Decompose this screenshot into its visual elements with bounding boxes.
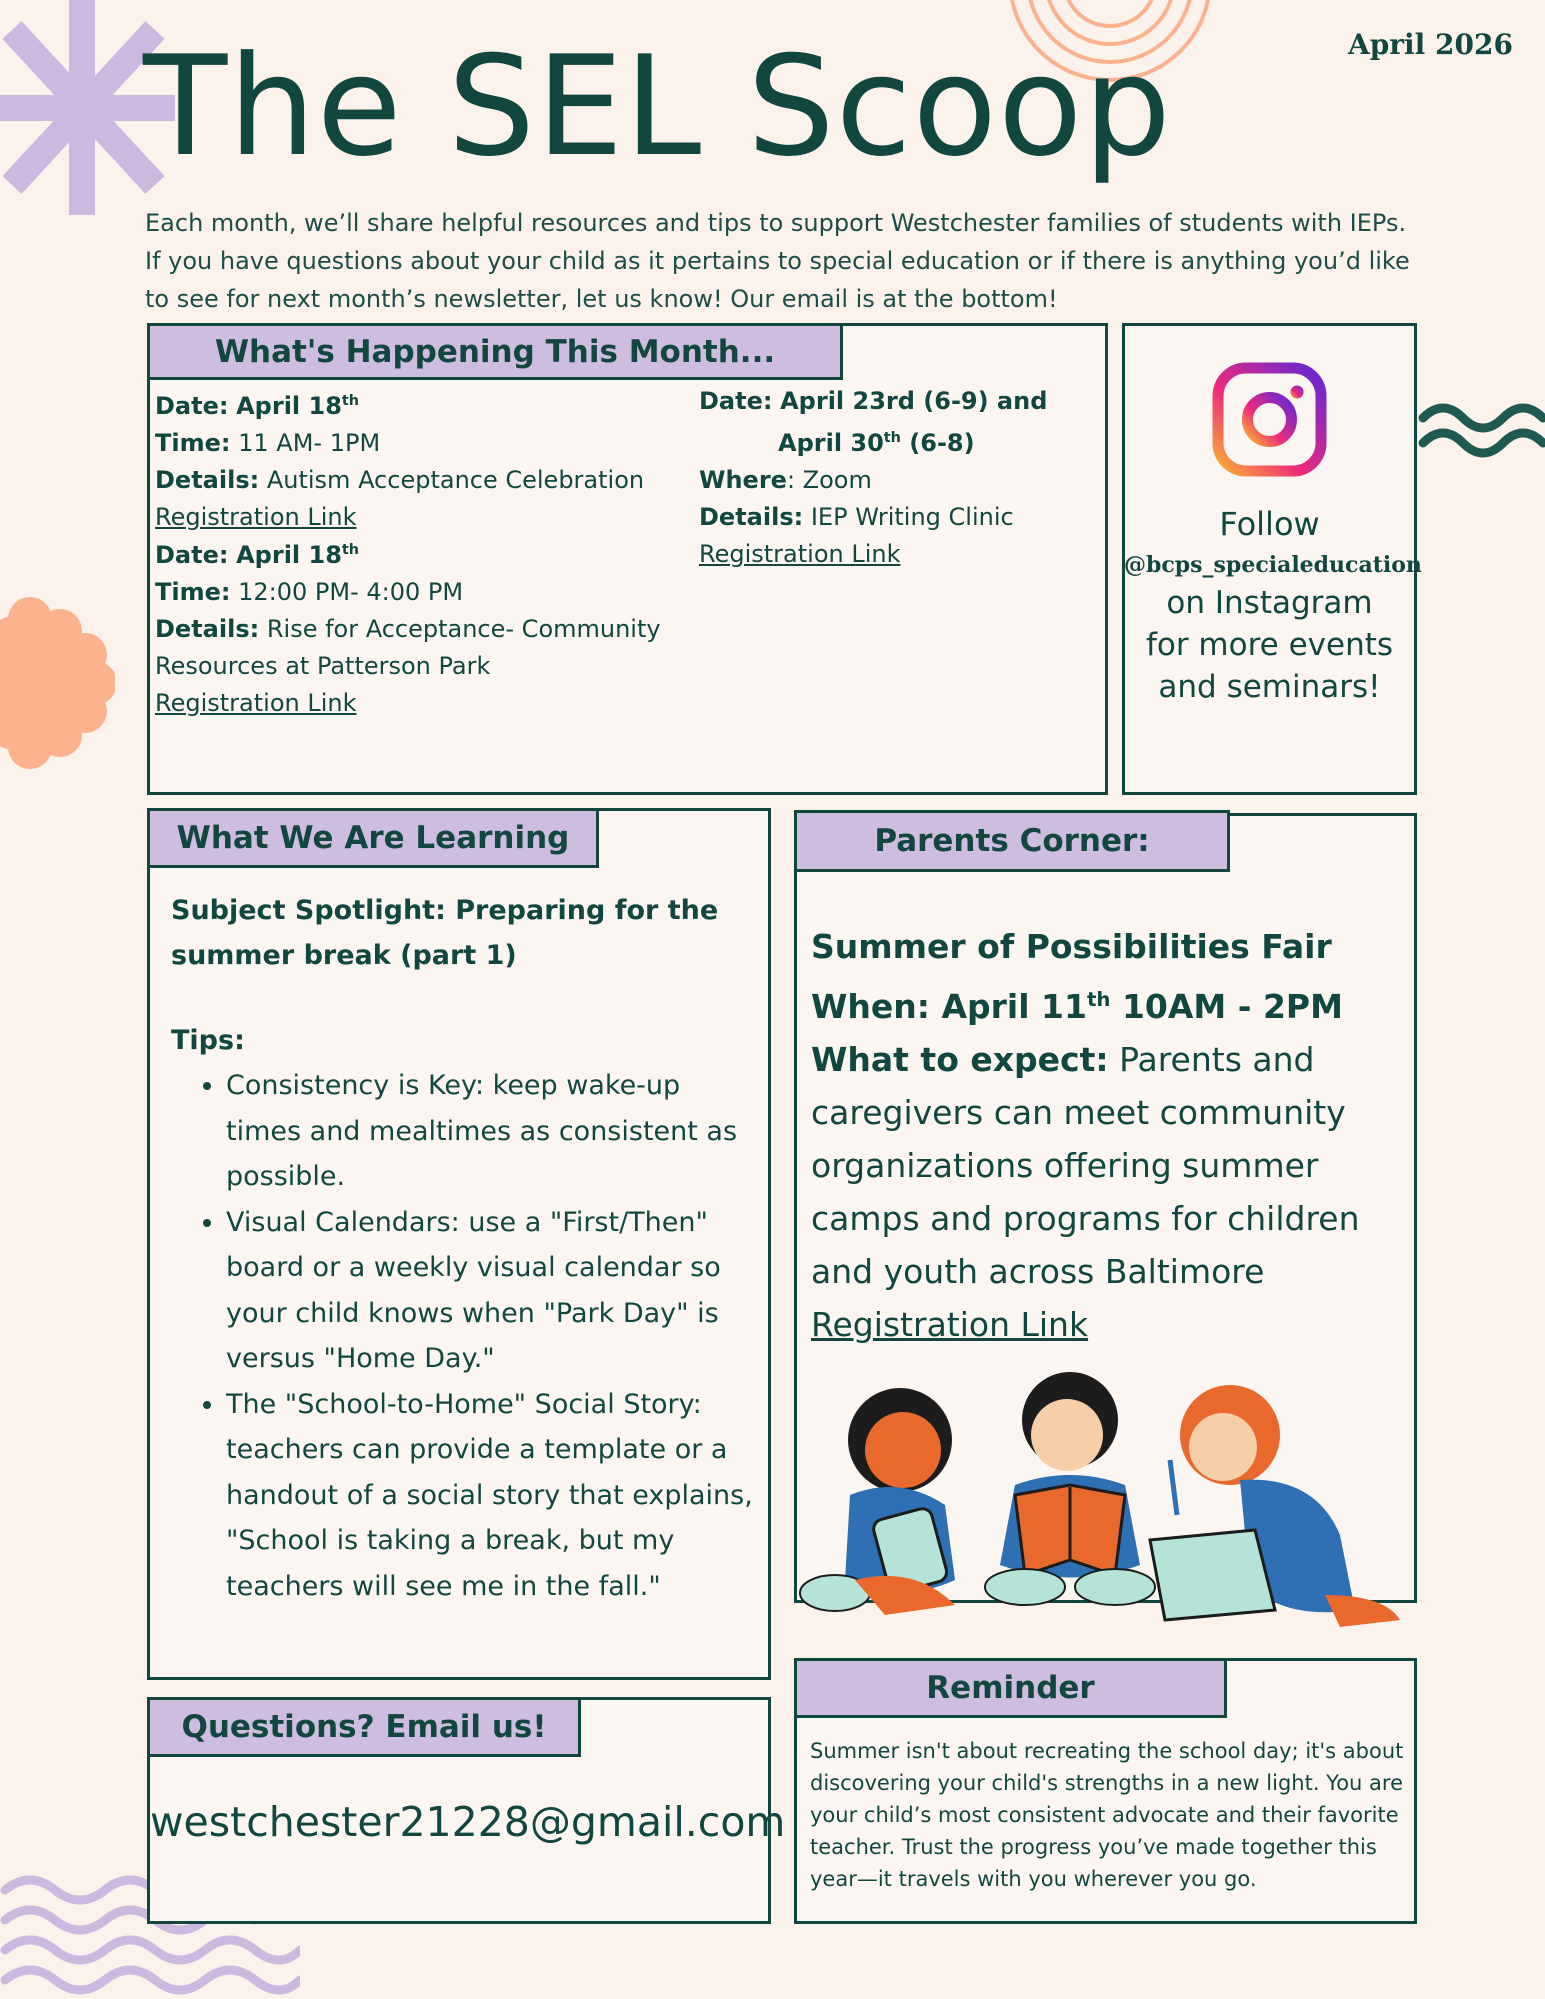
event-2-time: 12:00 PM- 4:00 PM <box>238 578 464 606</box>
events-heading: What's Happening This Month... <box>147 323 843 380</box>
instagram-handle[interactable]: @bcps_specialeducation <box>1124 552 1422 578</box>
instagram-text <box>1124 500 1422 708</box>
event-2-details: Rise for Acceptance- Community Resources at Patterson Park <box>155 615 661 680</box>
event-3-date-line2b: (6-8) <box>900 429 975 457</box>
intro-paragraph: Each month, we’ll share helpful resources and tips to support Westchester families of students with IEPs. If you have questions about your child as it pertains to special education or if there is anything you’d like to see for next month’s newsletter, let us know! Our email is at the bottom! <box>145 209 1410 313</box>
issue-date: April 2026 <box>1347 28 1513 61</box>
fair-time: 10AM - 2PM <box>1110 987 1343 1026</box>
event-3-where: : Zoom <box>786 466 872 494</box>
details-label: Details: <box>155 615 260 643</box>
fair-title: Summer of Possibilities Fair <box>811 927 1332 966</box>
event-2-date: April 18 <box>236 541 342 569</box>
fair-when: When: April 11 <box>811 987 1087 1026</box>
event-2-date-suffix: th <box>341 542 360 558</box>
event-1-details: Autism Acceptance Celebration <box>266 466 645 494</box>
event-3-date-line1: April 23rd (6-9) and <box>780 387 1048 415</box>
event-3-date-line2a: April 30 <box>778 429 884 457</box>
event-3-details: IEP Writing Clinic <box>810 503 1014 531</box>
event-3 <box>699 383 1099 573</box>
date-label: Date: <box>155 392 229 420</box>
details-label: Details: <box>155 466 260 494</box>
peach-flower-decoration <box>0 595 115 770</box>
event-1-time: 11 AM- 1PM <box>238 429 381 457</box>
learning-content <box>171 888 756 1609</box>
fair-when-suffix: th <box>1086 988 1111 1011</box>
tips-label: Tips: <box>171 1025 245 1056</box>
children-reading-illustration <box>795 1365 1415 1635</box>
tip-item: • The "School-to-Home" Social Story: teachers can provide a template or a handout of a social story that explains, "School is taking a break, but my teachers will see me in the fall." <box>226 1382 756 1610</box>
contact-heading: Questions? Email us! <box>147 1697 581 1757</box>
instagram-line-2: for more events <box>1145 627 1394 663</box>
learning-heading: What We Are Learning <box>147 808 599 868</box>
tips-list <box>171 1063 756 1609</box>
time-label: Time: <box>155 429 231 457</box>
fair-registration-link[interactable]: Registration Link <box>811 1305 1089 1344</box>
event-1-registration-link[interactable]: Registration Link <box>155 503 357 531</box>
newsletter-title: The SEL Scoop <box>143 26 1172 187</box>
parents-heading: Parents Corner: <box>794 810 1230 872</box>
event-2 <box>155 532 675 722</box>
event-1-date: April 18 <box>236 392 342 420</box>
reminder-text: Summer isn't about recreating the school day; it's about discovering your child's strengths in a new light. You are your child’s most consistent advocate and their favorite teacher. Trust the progress you’ve made together this year—it travels with you wherever you go. <box>810 1739 1404 1891</box>
instagram-icon[interactable] <box>1212 362 1327 477</box>
event-3-registration-link[interactable]: Registration Link <box>699 540 901 568</box>
parents-content <box>811 920 1406 1351</box>
contact-email[interactable]: westchester21228@gmail.com <box>150 1798 786 1846</box>
tip-item: • Visual Calendars: use a "First/Then" board or a weekly visual calendar so your child knows when "Park Day" is versus "Home Day." <box>226 1200 756 1382</box>
event-1-date-suffix: th <box>341 393 360 409</box>
details-label: Details: <box>699 503 804 531</box>
spotlight-line-1: Subject Spotlight: Preparing for the <box>171 895 719 926</box>
reminder-heading: Reminder <box>794 1658 1227 1718</box>
tip-item: • Consistency is Key: keep wake-up times and mealtimes as consistent as possible. <box>226 1063 756 1200</box>
where-label: Where <box>699 466 787 494</box>
date-label: Date: <box>155 541 229 569</box>
event-3-date-suffix: th <box>883 430 901 446</box>
teal-wave-decoration <box>1418 398 1545 478</box>
expect-text: Parents and caregivers can meet community organizations offering summer camps and programs for children and youth across Baltimore <box>811 1040 1360 1291</box>
spotlight-line-2: summer break (part 1) <box>171 940 517 971</box>
expect-label: What to expect: <box>811 1040 1109 1079</box>
event-2-registration-link[interactable]: Registration Link <box>155 689 357 717</box>
instagram-line-3: and seminars! <box>1158 669 1381 705</box>
time-label: Time: <box>155 578 231 606</box>
date-label: Date: <box>699 387 773 415</box>
follow-text: Follow <box>1219 505 1320 543</box>
instagram-line-1: on Instagram <box>1166 585 1373 621</box>
event-1 <box>155 383 675 536</box>
